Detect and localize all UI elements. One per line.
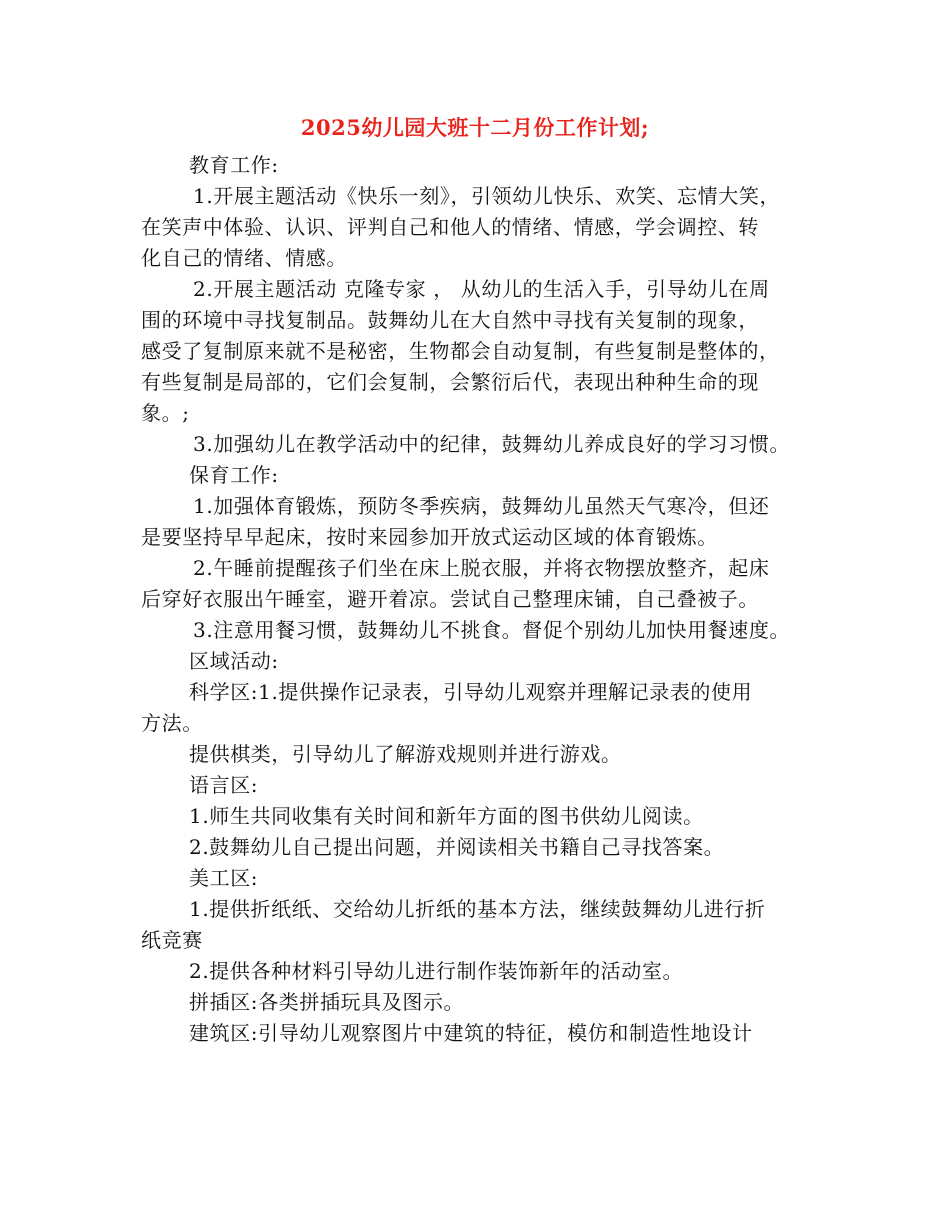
paragraph-line: 2.午睡前提醒孩子们坐在床上脱衣服，并将衣物摆放整齐，起床 <box>193 556 770 580</box>
paragraph-line: 在笑声中体验、认识、评判自己和他人的情绪、情感，学会调控、转 <box>141 215 759 239</box>
paragraph-line: 2.开展主题活动 克隆专家 ， 从幼儿的生活入手，引导幼儿在周 <box>193 277 770 301</box>
paragraph-line: 建筑区:引导幼儿观察图片中建筑的特征，模仿和制造性地设计 <box>189 1021 753 1045</box>
subheading-art-area: 美工区: <box>189 866 259 890</box>
paragraph-line: 2.提供各种材料引导幼儿进行制作装饰新年的活动室。 <box>189 959 684 983</box>
paragraph-line: 科学区:1.提供操作记录表，引导幼儿观察并理解记录表的使用 <box>189 680 753 704</box>
paragraph-line: 纸竞赛 <box>141 928 203 952</box>
paragraph-line: 化自己的情绪、情感。 <box>141 246 347 270</box>
paragraph-line: 方法。 <box>141 711 203 735</box>
document-body <box>141 150 821 1049</box>
paragraph-line: 1.加强体育锻炼，预防冬季疾病，鼓舞幼儿虽然天气寒冷，但还 <box>193 494 770 518</box>
paragraph-line: 3.注意用餐习惯，鼓舞幼儿不挑食。督促个别幼儿加快用餐速度。 <box>193 618 791 642</box>
paragraph-line: 感受了复制原来就不是秘密，生物都会自动复制，有些复制是整体的， <box>141 339 780 363</box>
paragraph-line: 1.提供折纸纸、交给幼儿折纸的基本方法，继续鼓舞幼儿进行折 <box>189 897 766 921</box>
paragraph-line: 是要坚持早早起床，按时来园参加开放式运动区域的体育锻炼。 <box>141 525 718 549</box>
paragraph-line: 3.加强幼儿在教学活动中的纪律，鼓舞幼儿养成良好的学习习惯。 <box>193 432 791 456</box>
paragraph-line: 后穿好衣服出午睡室，避开着凉。尝试自己整理床铺，自己叠被子。 <box>141 587 759 611</box>
section-heading-care: 保育工作: <box>189 463 279 487</box>
subheading-language-area: 语言区: <box>189 773 259 797</box>
section-heading-education: 教育工作: <box>189 153 279 177</box>
paragraph-line: 有些复制是局部的，它们会复制，会繁衍后代，表现出种种生命的现 <box>141 370 759 394</box>
document-title: 2025幼儿园大班十二月份工作计划; <box>300 115 650 140</box>
paragraph-line: 2.鼓舞幼儿自己提出问题，并阅读相关书籍自己寻找答案。 <box>189 835 725 859</box>
paragraph-line: 提供棋类，引导幼儿了解游戏规则并进行游戏。 <box>189 742 622 766</box>
paragraph-line: 1.开展主题活动《快乐一刻》，引领幼儿快乐、欢笑、忘情大笑， <box>193 184 781 208</box>
paragraph-line: 1.师生共同收集有关时间和新年方面的图书供幼儿阅读。 <box>189 804 704 828</box>
paragraph-line: 拼插区:各类拼插玩具及图示。 <box>189 990 465 1014</box>
section-heading-area-activities: 区域活动: <box>189 649 279 673</box>
paragraph-line: 象。; <box>141 401 190 425</box>
paragraph-line: 围的环境中寻找复制品。鼓舞幼儿在大自然中寻找有关复制的现象， <box>141 308 759 332</box>
